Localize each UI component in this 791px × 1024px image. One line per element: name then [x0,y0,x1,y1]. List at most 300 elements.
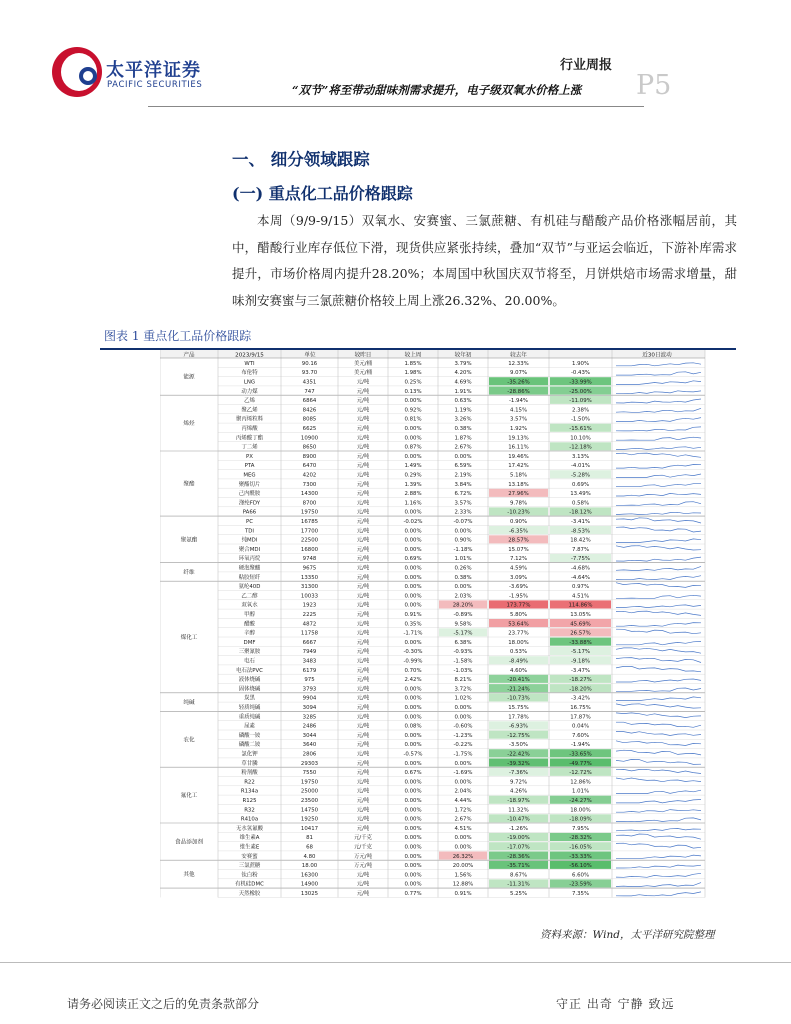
table-cell: 钛白粉 [241,872,258,879]
table-cell: 0.00% [404,537,422,544]
report-type: 行业周报 [560,58,613,73]
sparkline [616,595,701,598]
table-cell: -24.27% [569,798,592,804]
table-cell: 0.91% [454,891,472,897]
table-cell: 0.00% [404,639,422,646]
table-cell: 17.87% [570,714,591,721]
table-cell: 0.00% [404,528,422,535]
table-group-label: 农化 [183,737,195,744]
table-cell: 5.18% [509,472,528,479]
table-cell: 氨纶40D [238,584,261,591]
table-cell: 0.00% [404,760,422,767]
table-cell: 18.42% [570,537,591,544]
table-cell: 0.00% [404,686,422,693]
table-cell: -1.94% [570,742,591,749]
header-divider [148,106,644,107]
table-cell: 元/吨 [356,407,370,414]
table-cell: 18.00 [301,863,318,870]
table-cell: PTA [244,463,255,470]
table-cell: 0.00% [454,584,472,591]
table-cell: -18.20% [569,686,592,693]
table-cell: 元/吨 [356,612,370,618]
table-cell: 13.18% [508,481,529,488]
table-cell: 0.35% [404,621,422,628]
sparkline [616,865,701,868]
subsection-heading: (一) 重点化工品价格跟踪 [232,184,413,203]
table-cell: 布伦特 [241,370,258,377]
sparkline [616,583,701,588]
table-cell: 4351 [302,379,317,386]
table-cell: 28.57% [508,537,529,544]
table-cell: 3094 [302,705,317,711]
table-cell: 丙烯酸 [241,426,258,432]
table-cell: 氯化钾 [241,751,258,758]
table-cell: 6.72% [454,491,472,498]
table-cell: 元/吨 [356,816,370,823]
table-cell: 液体烧碱 [238,677,261,684]
table-cell: -1.03% [453,667,473,674]
table-cell: 2806 [302,751,317,758]
table-cell: 元/吨 [356,825,370,832]
table-cell: 聚酯切片 [238,481,261,488]
table-cell: 万元/吨 [354,853,372,860]
table-cell: 7550 [302,770,317,777]
table-cell: 9748 [302,556,317,563]
table-cell: 13.05% [570,612,591,618]
table-cell: -19.00% [507,835,530,842]
sparkline [616,769,701,773]
sparkline [616,447,701,450]
table-cell: 14750 [300,807,319,814]
table-header-cell: 较昨日 [354,352,372,359]
table-cell: -5.17% [453,630,473,637]
sparkline [616,679,701,682]
table-cell: 元/吨 [356,556,370,563]
table-cell: 0.00% [404,788,422,795]
table-cell: 4.69% [454,379,472,386]
table-cell: 无水氢氟酸 [236,825,263,832]
table-cell: 0.97% [571,584,590,591]
table-cell: 27.96% [508,491,529,498]
table-cell: 安赛蜜 [241,853,258,860]
table-cell: 元/吨 [356,426,370,432]
company-logo [52,47,102,97]
sparkline [616,453,701,457]
table-cell: -0.02% [403,519,423,525]
table-cell: 聚丙烯粒料 [236,416,263,423]
table-cell: -11.09% [569,398,592,405]
sparkline [616,834,701,839]
table-cell: -23.59% [569,881,592,888]
table-cell: 丁二烯 [241,444,258,451]
company-name-cn: 太平洋证券 [106,60,201,81]
table-cell: -33.99% [569,379,592,386]
table-cell: 3483 [302,658,317,665]
table-cell: 0.00% [404,565,422,572]
table-cell: 10033 [300,593,319,600]
table-cell: 7.35% [571,891,590,897]
table-cell: 28.20% [452,602,474,609]
table-cell: -9.18% [570,658,591,665]
table-cell: 0.87% [404,444,422,451]
table-cell: 0.00% [404,863,422,870]
table-cell: 0.00% [404,695,422,702]
table-cell: 23.77% [508,630,529,637]
table-cell: -22.42% [507,751,530,758]
table-cell: 16.75% [570,705,591,711]
table-cell: 1.56% [454,872,472,879]
table-cell: 0.00% [454,760,472,767]
table-cell: 1923 [302,602,317,609]
table-cell: 20.00% [452,863,474,870]
table-cell: -12.72% [569,770,592,777]
table-cell: 5.25% [509,891,528,897]
table-cell: 0.00% [404,816,422,823]
table-cell: 12.33% [508,360,529,367]
table-cell: 1.01% [571,788,590,795]
table-cell: 元/吨 [356,574,370,581]
table-cell: 草甘膦 [241,760,258,767]
table-cell: 0.00% [404,574,422,581]
table-cell: 元/千克 [354,844,372,851]
table-cell: 0.25% [404,379,422,386]
table-cell: 元/吨 [356,891,370,897]
sparkline [616,557,701,561]
sparkline [616,605,701,608]
table-cell: 17700 [300,528,319,535]
table-cell: 0.00% [404,742,422,749]
table-cell: 1.98% [404,370,422,377]
sparkline [616,658,701,663]
table-cell: 16300 [300,872,319,879]
table-cell: 19750 [300,779,319,786]
table-cell: 环氧丙烷 [238,556,261,563]
table-cell: 4.80 [303,853,316,860]
header-title: “双节”将至带动甜味剂需求提升，电子级双氧水价格上涨 [292,83,582,97]
sparkline [616,883,701,887]
table-cell: 6.38% [454,639,472,646]
table-cell: 0.00% [404,705,422,711]
table-cell: -18.27% [569,677,592,684]
table-cell: 0.00% [404,844,422,851]
table-cell: 醋酸 [244,621,255,628]
table-cell: 17.42% [508,463,529,470]
table-cell: 0.00% [404,825,422,832]
table-cell: -3.47% [570,667,591,674]
table-cell: 0.92% [404,407,422,414]
table-cell: 0.00% [454,528,472,535]
table-cell: 粘胶短纤 [238,574,261,581]
table-cell: -1.58% [453,658,473,665]
table-cell: 元/吨 [356,770,370,777]
table-cell: 重质纯碱 [238,714,261,721]
table-cell: 聚乙烯 [241,407,258,414]
table-header-cell: 较年初 [454,352,472,359]
sparkline [616,408,701,412]
table-cell: 元/吨 [356,472,370,479]
table-cell: 元/吨 [356,872,370,879]
table-cell: 元/吨 [356,500,370,507]
table-cell: -10.23% [507,509,530,516]
sparkline [616,843,701,848]
table-cell: 8700 [302,500,317,507]
table-cell: 4.26% [509,788,528,795]
table-cell: 磷酸一铵 [238,732,261,739]
table-cell: 0.00% [404,872,422,879]
table-cell: -21.24% [507,686,530,693]
table-cell: 7.60% [571,732,590,739]
table-cell: 2.33% [454,509,472,516]
table-cell: 2.88% [404,491,422,498]
table-cell: 己内酰胺 [238,491,261,498]
table-cell: -0.57% [403,751,423,758]
table-cell: 动力煤 [241,388,258,395]
table-cell: 2.19% [454,472,472,479]
table-cell: 3793 [302,686,317,693]
table-cell: 4.20% [454,370,472,377]
table-header-cell: 近30日波动 [642,352,672,359]
table-cell: 26.32% [452,853,474,860]
table-cell: 轻质纯碱 [238,705,261,711]
table-cell: 0.00% [454,453,472,460]
table-cell: 6.60% [571,872,590,879]
table-cell: 0.00% [404,453,422,460]
table-cell: 13025 [300,891,319,897]
table-cell: 元/吨 [356,667,370,674]
table-cell: -18.09% [569,816,592,823]
sparkline [616,418,701,422]
table-cell: 元/吨 [356,686,370,693]
table-cell: 3044 [302,732,317,739]
table-cell: 元/吨 [356,593,370,600]
table-cell: -17.07% [507,844,530,851]
table-cell: 13350 [300,574,319,581]
table-group-label: 纯碱 [183,700,195,707]
table-cell: -33.33% [569,853,592,860]
table-cell: 0.67% [404,770,422,777]
table-cell: 81 [306,835,313,842]
table-cell: 乙二醇 [241,593,258,600]
table-cell: 6864 [302,398,317,405]
sparkline [616,474,701,477]
table-cell: -0.93% [453,649,473,656]
source-note: 资料来源：Wind，太平洋研究院整理 [540,929,715,941]
sparkline [616,465,701,469]
table-cell: 0.53% [509,649,528,656]
table-cell: 元/吨 [356,760,370,767]
table-cell: 1.87% [454,435,472,442]
table-cell: 元/吨 [356,621,370,628]
table-cell: 7.87% [571,546,590,553]
sparkline [616,818,701,822]
sparkline [616,759,701,764]
table-cell: -0.60% [453,723,473,730]
table-cell: 17.78% [508,714,529,721]
table-cell: 0.00% [404,853,422,860]
table-cell: 4.60% [509,667,528,674]
sparkline [616,855,701,859]
table-cell: 2.38% [571,407,590,414]
table-cell: 7.12% [509,556,528,563]
table-cell: 元/吨 [356,528,370,535]
table-cell: 元/吨 [356,714,370,721]
sparkline [616,778,701,782]
table-cell: R32 [244,807,255,814]
table-cell: -1.69% [453,770,473,777]
table-cell: 0.81% [404,416,422,423]
table-cell: 7.95% [571,825,590,832]
table-cell: DMF [243,639,256,646]
table-header-cell: 单位 [304,352,316,359]
table-cell: -1.50% [570,416,591,423]
table-cell: 元/吨 [356,491,370,498]
table-cell: 12.88% [452,881,474,888]
table-cell: 0.00% [404,546,422,553]
table-cell: LNG [243,379,256,386]
table-cell: 18.00% [508,639,529,646]
table-cell: 9904 [302,695,317,702]
table-cell: 0.00% [404,881,422,888]
sparkline [616,611,701,615]
sparkline [616,546,701,550]
table-cell: 粉剂酸 [241,770,258,777]
sparkline [616,512,701,514]
table-cell: 19750 [300,509,319,516]
table-cell: 8.67% [509,872,528,879]
table-cell: 3285 [302,714,317,721]
table-cell: -12.18% [569,444,592,451]
table-cell: 3.57% [509,416,528,423]
table-cell: TDI [244,528,255,535]
table-cell: 2.42% [404,677,422,684]
table-cell: 8.21% [454,677,472,684]
sparkline [616,688,701,691]
table-cell: 6625 [302,426,317,432]
table-cell: 0.00% [404,807,422,814]
table-cell: 18.00% [570,807,591,814]
table-cell: 8426 [302,407,317,414]
table-cell: 元/吨 [356,602,370,609]
table-cell: 涤纶FDY [238,500,261,507]
table-cell: 0.00% [454,779,472,786]
table-cell: 0.08% [404,723,422,730]
table-cell: 1.19% [454,407,472,414]
table-cell: 元/吨 [356,677,370,684]
table-cell: 19250 [300,816,319,823]
paragraph-text: 本周（9/9-9/15）双氧水、安赛蜜、三氯蔗糖、有机硅与醋酸产品价格涨幅居前，其中，醋酸行业库存低位下滑，现货供应紧张持续，叠加“双节”与亚运会临近，下游补库需求提升，市场价格周内提升28.20%；本周国中秋国庆双节将至，月饼烘焙市场需求增量，甜味剂安赛蜜与三氯蔗糖价格较上周上涨26.32%、20.00%。 [232,213,737,308]
table-cell: 4872 [302,621,317,628]
table-cell: 0.69% [404,556,422,563]
table-cell: R410a [240,816,259,823]
table-cell: 1.01% [454,556,472,563]
table-cell: 元/吨 [356,435,370,442]
sparkline [616,741,701,746]
table-cell: -1.95% [508,593,529,600]
table-cell: 4.51% [454,825,472,832]
table-cell: -10.47% [507,816,530,823]
table-cell: 0.00% [404,835,422,842]
table-group-label: 纤维 [183,569,195,576]
table-cell: 90.16 [301,360,318,367]
table-cell: 53.64% [508,621,529,628]
table-cell: 0.69% [571,481,590,488]
table-cell: 3640 [302,742,317,749]
table-cell: 0.77% [404,891,422,897]
table-cell: -8.53% [570,528,591,535]
table-cell: 元/吨 [356,565,370,572]
table-cell: 23500 [300,798,319,804]
table-cell: -3.69% [508,584,529,591]
table-cell: 元/吨 [356,537,370,544]
table-cell: 纯MDI [241,537,258,544]
table-cell: 元/吨 [356,695,370,702]
table-cell: 磷酸二铵 [238,742,261,749]
table-cell: 0.38% [454,426,472,432]
table-cell: 维生素E [239,844,260,851]
table-cell: 元/吨 [356,379,370,386]
table-cell: 2.04% [454,788,472,795]
table-cell: 元/吨 [356,463,370,470]
table-cell: 12.86% [570,779,591,786]
table-cell: -1.18% [453,546,473,553]
company-motto: 守正 出奇 宁静 致远 [556,997,675,1011]
table-cell: 26.57% [570,630,591,637]
table-cell: 9.78% [509,500,528,507]
table-group-label: 烯烃 [183,421,195,428]
table-cell: 6179 [302,667,317,674]
table-cell: 9.72% [509,779,528,786]
table-cell: 元/吨 [356,509,370,516]
table-cell: 元/吨 [356,639,370,646]
table-header-cell: 产品 [183,352,195,359]
table-cell: 22500 [300,537,319,544]
table-cell: 1.85% [404,360,422,367]
table-cell: 万元/吨 [354,863,372,870]
table-cell: 8650 [302,444,317,451]
footer-divider [0,962,791,963]
sparkline [616,892,701,896]
table-cell: -28.86% [507,388,530,395]
table-header-cell: 较上周 [404,352,422,359]
table-cell: 0.00% [404,435,422,442]
table-cell: 173.77% [506,602,531,609]
table-cell: 0.00% [454,714,472,721]
sparkline [616,750,701,755]
table-cell: 3.79% [454,360,472,367]
table-cell: -1.94% [508,398,529,405]
sparkline [616,810,701,813]
table-cell: 68 [306,844,313,851]
sparkline [616,790,701,793]
table-cell: 0.70% [404,667,422,674]
table-cell: -5.17% [570,649,591,656]
table-group-label: 聚酯 [183,481,195,488]
table-cell: 14900 [300,881,319,888]
sparkline [616,873,701,877]
table-cell: 元/吨 [356,723,370,730]
table-group-label: 煤化工 [180,635,198,641]
table-cell: 0.00% [404,714,422,721]
table-cell: -0.99% [403,658,423,665]
table-cell: 甲醇 [244,612,255,618]
table-cell: 三聚氰胺 [238,649,261,656]
table-cell: 元/吨 [356,705,370,711]
table-cell: 6.59% [454,463,472,470]
sparkline [616,648,701,653]
table-cell: 0.00% [404,798,422,804]
table-cell: 元/吨 [356,881,370,888]
table-cell: 元/吨 [356,416,370,423]
